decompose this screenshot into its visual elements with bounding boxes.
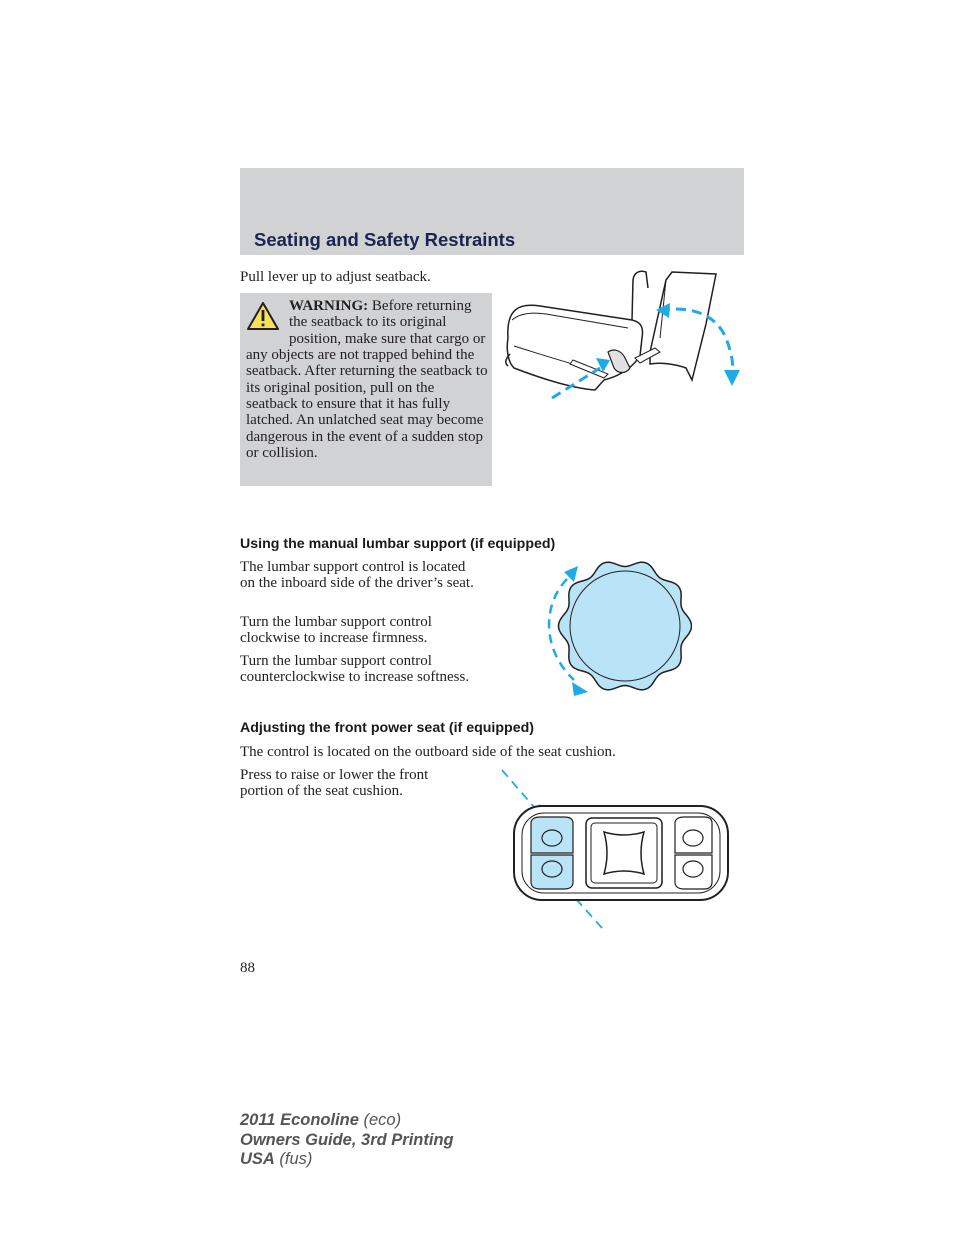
lumbar-knob-illustration (536, 560, 692, 696)
power-seat-paragraph-location: The control is located on the outboard side of the seat cushion. (240, 744, 616, 760)
footer-guide: Owners Guide, 3rd Printing (240, 1130, 454, 1149)
footer-region-code: (fus) (274, 1150, 313, 1168)
lumbar-heading: Using the manual lumbar support (if equipped) (240, 536, 556, 552)
footer-model: 2011 Econoline (240, 1111, 359, 1129)
power-seat-switch-illustration (498, 768, 734, 932)
lumbar-paragraph-firmness: Turn the lumbar support control clockwise to increase firmness. (240, 614, 432, 647)
lumbar-paragraph-location: The lumbar support control is located on the inboard side of the driver’s seat. (240, 559, 474, 592)
lumbar-paragraph-softness: Turn the lumbar support control counterclockwise to increase softness. (240, 653, 470, 686)
seatback-intro: Pull lever up to adjust seatback. (240, 269, 431, 285)
power-seat-heading: Adjusting the front power seat (if equipped) (240, 720, 534, 736)
footer-model-code: (eco) (358, 1111, 402, 1129)
section-header-band (240, 168, 744, 255)
page-number: 88 (240, 960, 255, 976)
footer-region-line (240, 1150, 454, 1170)
warning-box (240, 293, 492, 486)
footer-region: USA (240, 1150, 275, 1168)
document-footer (240, 1111, 454, 1170)
seat-recline-illustration (500, 268, 744, 402)
warning-paragraph (246, 298, 488, 461)
power-seat-paragraph-press: Press to raise or lower the front portion of the seat cushion. (240, 767, 429, 800)
section-title: Seating and Safety Restraints (254, 229, 516, 250)
footer-model-line (240, 1111, 454, 1131)
warning-label: WARNING: (289, 298, 369, 314)
warning-body: Before returning the seatback to its original position, make sure that cargo or any objects are not trapped behind the seatback. After returning the seatback to its original position, pull on the seatback to ensure that it has fully latched. An unlatched seat may become dangerous in the event of a sudden stop or collision. (246, 298, 488, 462)
